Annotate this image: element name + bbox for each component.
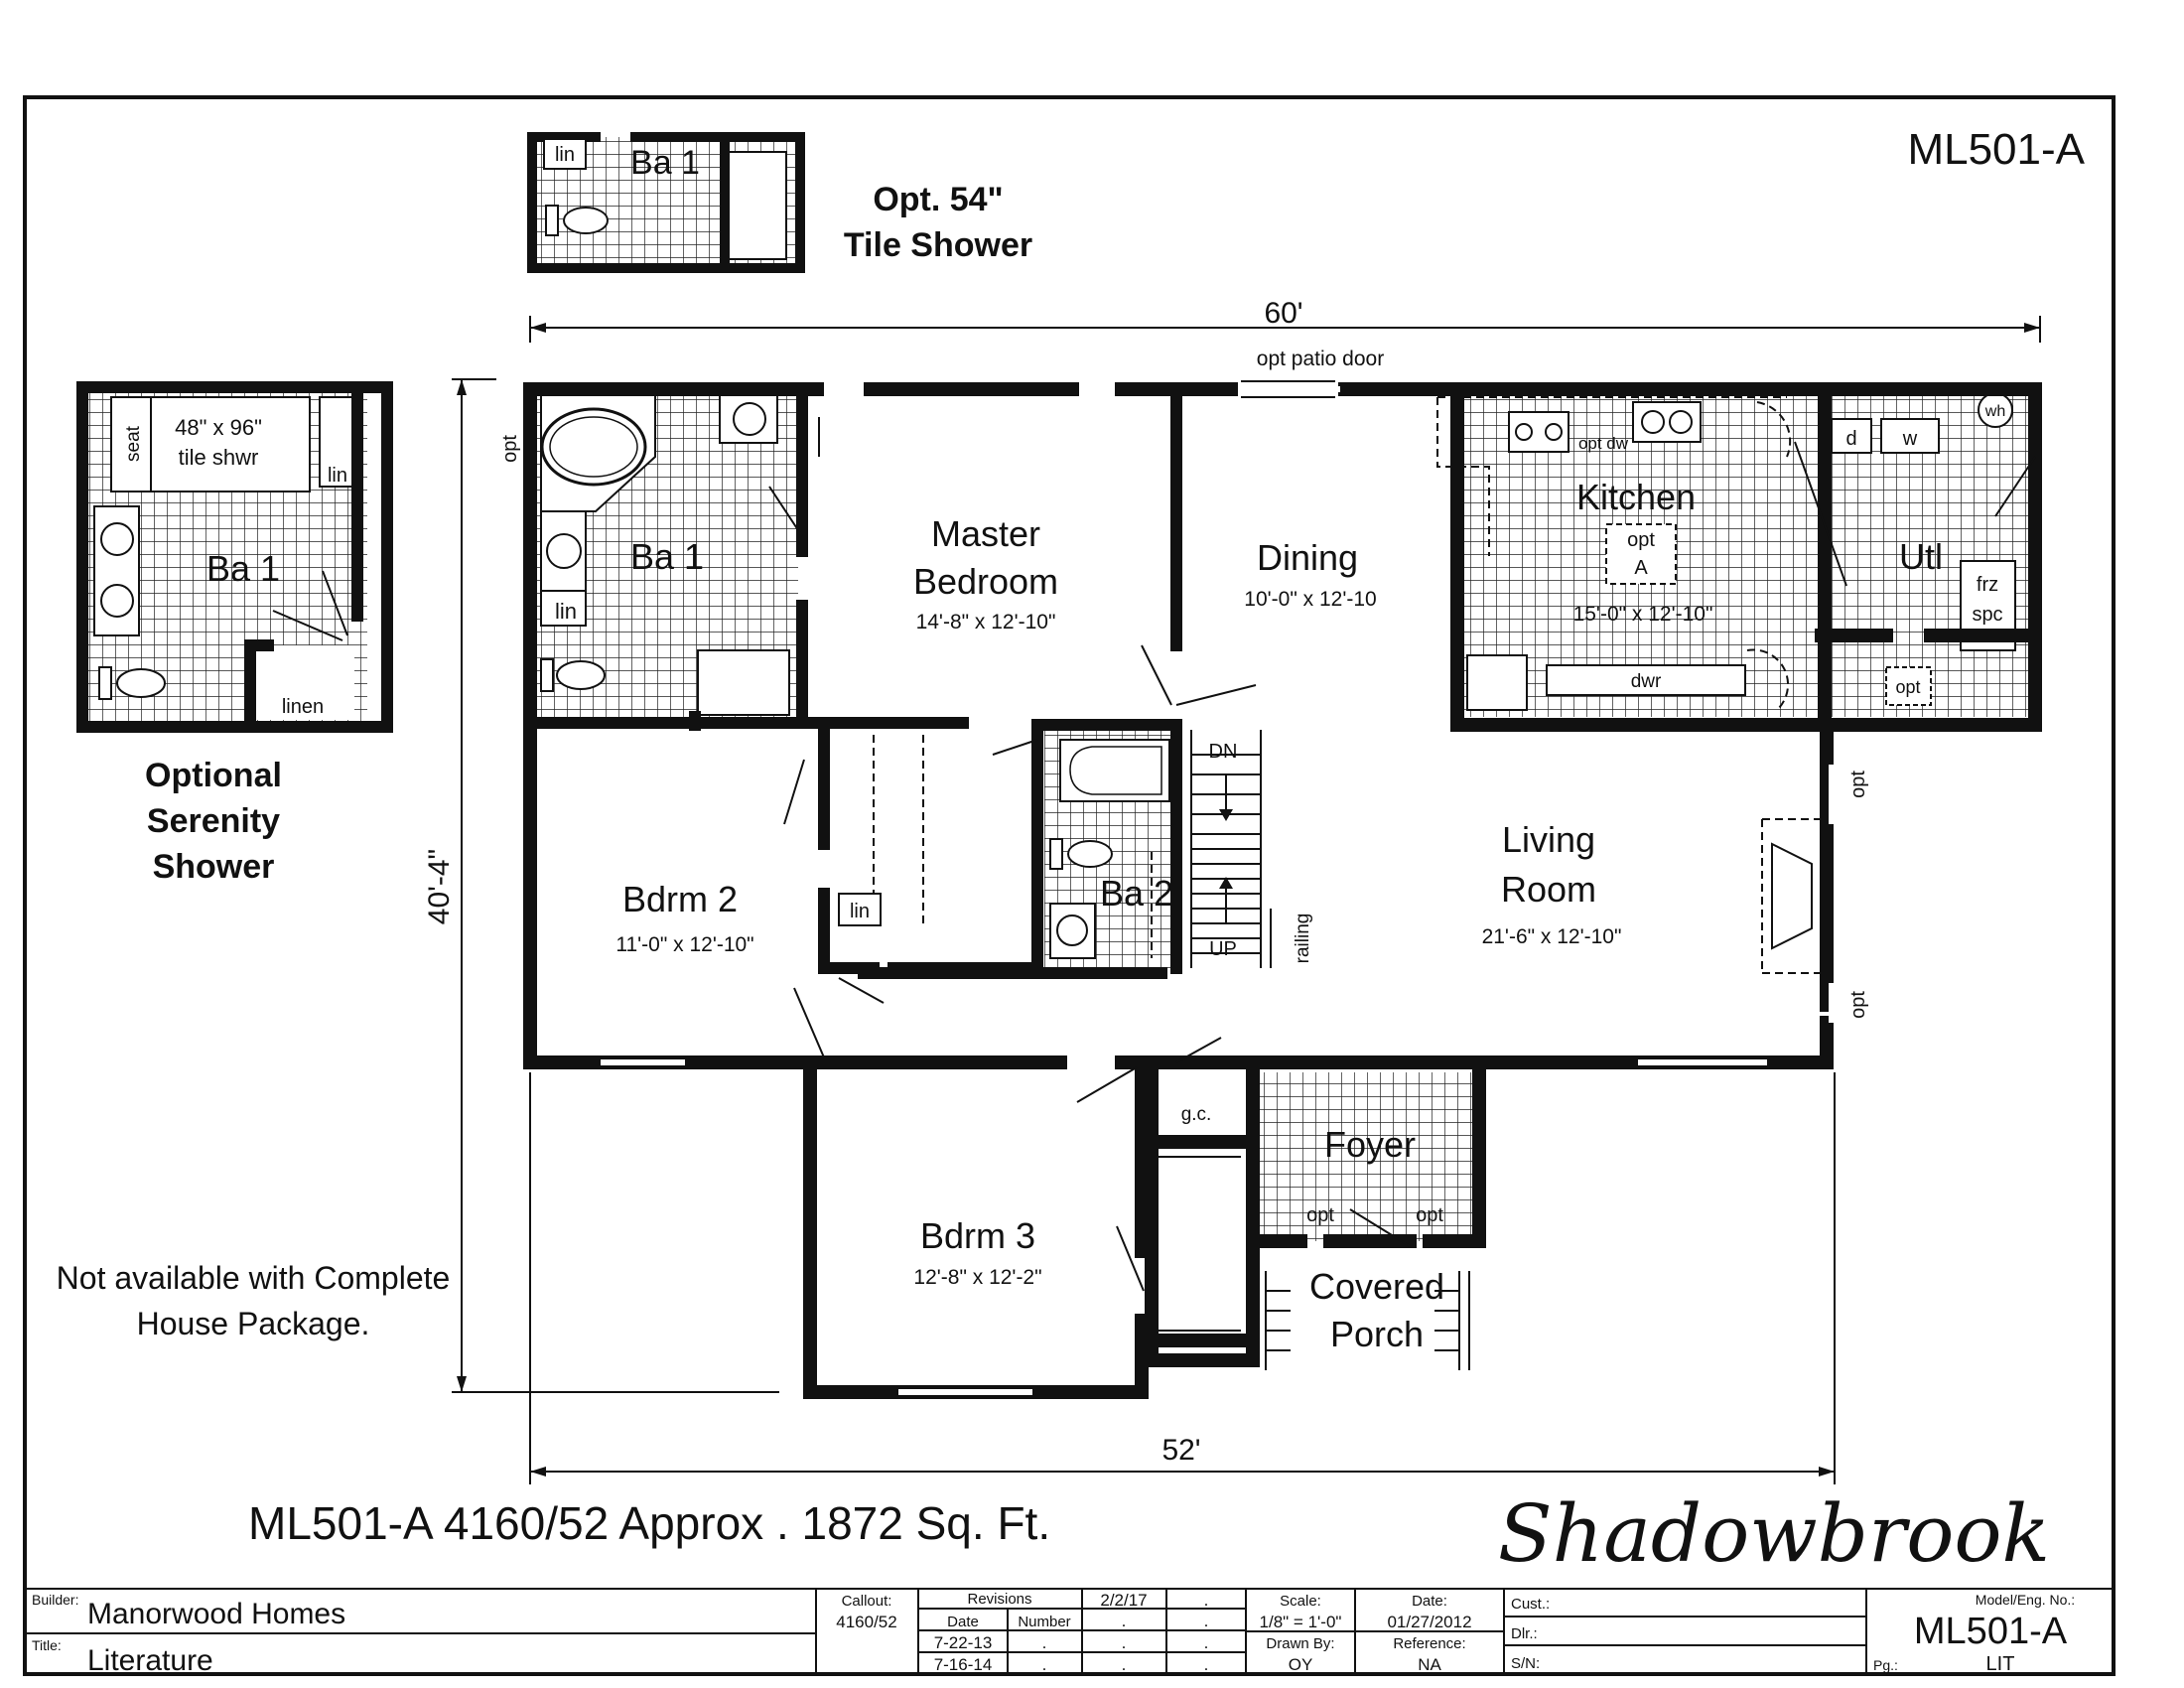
tb-callout: 4160/52	[836, 1613, 897, 1631]
sink-icon	[101, 523, 133, 555]
tb-date-label: Date:	[1412, 1593, 1447, 1610]
tb-builder-label: Builder:	[32, 1592, 79, 1608]
toilet-icon	[564, 208, 608, 233]
tb-pg: LIT	[1985, 1653, 2015, 1675]
opt-window-left: opt	[499, 435, 521, 463]
tile-shower-caption-1: Opt. 54"	[873, 181, 1004, 218]
shower-icon	[698, 650, 789, 715]
serenity-caption-1: Optional	[145, 757, 282, 794]
room-master-bed-2: Bedroom	[912, 561, 1059, 602]
serenity-shower-inset	[57, 387, 451, 1341]
room-porch-1: Covered	[1308, 1266, 1445, 1307]
opt-dw: opt dw	[1577, 434, 1629, 453]
sink-icon	[547, 534, 581, 568]
closet-lin: lin	[849, 901, 871, 922]
water-heater-label: wh	[1984, 403, 2006, 420]
serenity-shower-size: 48" x 96"	[175, 415, 262, 440]
tb-dot: .	[1203, 1655, 1209, 1674]
serenity-note-1: Not available with Complete	[56, 1260, 451, 1296]
tb-reference-label: Reference:	[1393, 1635, 1466, 1652]
tb-dot: .	[1203, 1591, 1209, 1610]
tb-pg-label: Pg.:	[1873, 1657, 1898, 1673]
tb-dot: .	[1041, 1633, 1047, 1652]
room-porch-2: Porch	[1329, 1314, 1425, 1354]
tb-drawn-label: Drawn By:	[1266, 1635, 1335, 1652]
room-living-size: 21'-6" x 12'-10"	[1481, 925, 1622, 948]
tb-date-col: Date	[947, 1614, 979, 1630]
tb-revisions: Revisions	[967, 1591, 1032, 1608]
opt-window-right-2: opt	[1847, 991, 1869, 1019]
tb-date: 01/27/2012	[1387, 1613, 1472, 1631]
sink-icon	[101, 585, 133, 617]
dim-depth: 40'-4"	[423, 848, 456, 925]
tb-callout-label: Callout:	[841, 1593, 892, 1610]
tb-title-label: Title:	[32, 1637, 62, 1653]
washer-label: w	[1902, 428, 1918, 450]
room-bedroom2: Bdrm 2	[621, 879, 739, 919]
serenity-lin: lin	[327, 465, 348, 487]
serenity-caption-2: Serenity	[146, 802, 281, 840]
stairs-dn: DN	[1208, 741, 1238, 763]
tb-dot: .	[1121, 1612, 1127, 1630]
kitchen-sink-icon	[1633, 402, 1701, 442]
sink-icon	[1057, 915, 1087, 945]
freezer-label-2: spc	[1972, 604, 2003, 626]
tb-model: ML501-A	[1913, 1611, 2068, 1652]
range-icon	[1509, 412, 1569, 452]
master-bath-lin: lin	[554, 599, 578, 624]
room-bedroom2-size: 11'-0" x 12'-10"	[615, 933, 754, 956]
inset-lin: lin	[554, 144, 576, 166]
model-code-header: ML501-A	[1907, 125, 2085, 174]
tb-scale-label: Scale:	[1280, 1593, 1321, 1610]
room-master-bed-1: Master	[930, 513, 1041, 554]
tb-reference: NA	[1418, 1655, 1441, 1674]
tb-model-label: Model/Eng. No.:	[1975, 1592, 2076, 1608]
opt-a-2: A	[1634, 557, 1648, 579]
tb-dot: .	[1121, 1655, 1127, 1674]
plan-summary: ML501-A 4160/52 Approx . 1872 Sq. Ft.	[248, 1497, 1051, 1549]
tile-shower-caption-2: Tile Shower	[843, 226, 1033, 264]
tb-dot: .	[1203, 1612, 1209, 1630]
serenity-note-2: House Package.	[136, 1306, 370, 1341]
tb-builder: Manorwood Homes	[87, 1598, 346, 1630]
sink-icon	[734, 403, 765, 435]
toilet-icon	[1068, 841, 1112, 867]
tb-rev2: 7-16-14	[933, 1655, 993, 1674]
opt-patio-door: opt patio door	[1256, 348, 1385, 370]
dim-width-bottom: 52'	[1161, 1434, 1201, 1467]
foyer-opt-2: opt	[1416, 1204, 1443, 1226]
dwr-label: dwr	[1630, 671, 1662, 692]
plan-name: Shadowbrook	[1497, 1487, 2050, 1580]
opt-a-1: opt	[1627, 529, 1655, 551]
tb-dot: .	[1203, 1633, 1209, 1652]
tb-title: Literature	[87, 1644, 213, 1677]
room-dining-size: 10'-0" x 12'-10	[1244, 588, 1377, 611]
freezer-label-1: frz	[1976, 574, 1999, 596]
room-living-2: Room	[1500, 869, 1597, 910]
tile-shower-inset	[532, 137, 1032, 268]
tb-dot: .	[1041, 1655, 1047, 1674]
tb-drawn: OY	[1288, 1655, 1313, 1674]
tb-dot: .	[1121, 1633, 1127, 1652]
inset-room-label: Ba 1	[630, 144, 700, 182]
room-dining: Dining	[1256, 537, 1359, 578]
room-bath2: Ba 2	[1099, 873, 1174, 914]
opt-window-right-1: opt	[1847, 771, 1869, 798]
serenity-caption-3: Shower	[152, 848, 275, 886]
tb-cust-label: Cust.:	[1511, 1596, 1551, 1613]
serenity-room-label: Ba 1	[205, 548, 281, 589]
toilet-icon	[117, 669, 165, 697]
serenity-shower-type: tile shwr	[178, 445, 259, 470]
room-foyer: Foyer	[1323, 1124, 1417, 1165]
gc-label: g.c.	[1180, 1104, 1212, 1125]
tb-sn-label: S/N:	[1511, 1655, 1541, 1672]
utility-opt: opt	[1895, 677, 1921, 697]
tiled-floors	[530, 389, 2035, 1241]
tb-number-col: Number	[1018, 1614, 1071, 1630]
stairs	[1191, 730, 1313, 968]
stairs-up: UP	[1209, 938, 1237, 960]
tb-scale: 1/8" = 1'-0"	[1259, 1613, 1342, 1631]
title-block	[25, 1589, 2114, 1677]
tub-icon	[542, 409, 645, 485]
tb-rev1: 7-22-13	[933, 1633, 993, 1652]
room-master-bath: Ba 1	[629, 536, 705, 577]
serenity-seat: seat	[123, 426, 144, 462]
room-kitchen: Kitchen	[1575, 477, 1697, 517]
foyer-opt-1: opt	[1306, 1204, 1334, 1226]
room-kitchen-size: 15'-0" x 12'-10"	[1572, 603, 1713, 626]
dim-width-top: 60'	[1264, 297, 1303, 330]
room-living-1: Living	[1501, 819, 1596, 860]
dryer-label: d	[1845, 428, 1857, 450]
tb-rev-date: 2/2/17	[1100, 1591, 1148, 1610]
toilet-icon	[557, 661, 605, 689]
room-utility: Utl	[1899, 536, 1943, 577]
serenity-linen: linen	[281, 696, 325, 718]
railing-label: railing	[1293, 913, 1313, 964]
room-bedroom3: Bdrm 3	[919, 1215, 1036, 1256]
room-bedroom3-size: 12'-8" x 12'-2"	[913, 1266, 1042, 1289]
room-master-bed-size: 14'-8" x 12'-10"	[915, 611, 1056, 633]
tb-dlr-label: Dlr.:	[1511, 1625, 1538, 1642]
